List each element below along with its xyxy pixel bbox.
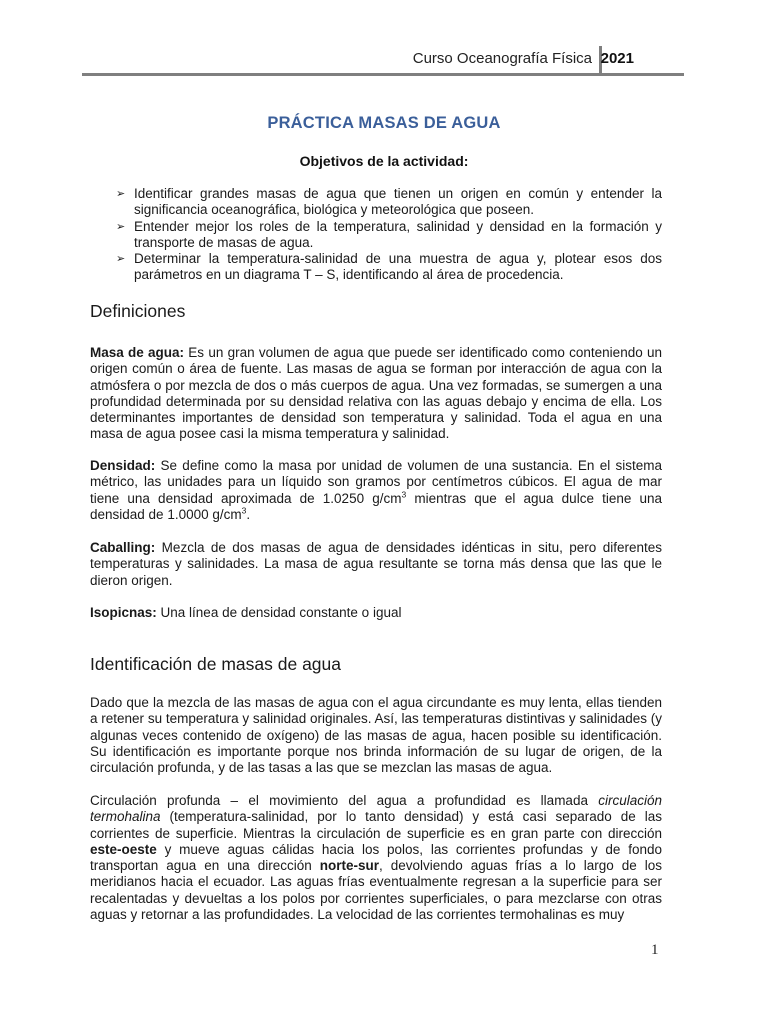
document-title: PRÁCTICA MASAS DE AGUA — [267, 114, 501, 132]
identification-heading: Identificación de masas de agua — [90, 654, 341, 674]
paragraph-text: Circulación profunda – el movimiento del agua a profundidad es llamada — [90, 793, 599, 808]
course-year: 2021 — [600, 50, 634, 67]
definition-term: Densidad: — [90, 458, 156, 473]
definition-term: Caballing: — [90, 540, 156, 555]
page-number: 1 — [651, 942, 659, 958]
superscript: 3 — [241, 505, 247, 516]
definition-term: Masa de agua: — [90, 345, 185, 360]
objective-item — [116, 251, 662, 284]
objective-text: Identificar grandes masas de agua que tienen un origen en común y entender la significancia oceanográfica, biológica y meteorológica que poseen. — [134, 186, 662, 218]
arrow-bullet-icon: ➢ — [116, 220, 126, 233]
bold-term: este-oeste — [90, 841, 157, 857]
definition-isopicnas — [90, 605, 662, 621]
definition-text: Es un gran volumen de agua que puede ser identificado como conteniendo un origen común o área de fuente. Las masas de agua se forman por interacción de agua con la atmósfera o por mezcla de dos o más cuerpos de agua. Una vez formadas, se sumergen a una profundidad determinada por su densidad relativa con las aguas debajo y encima de ella. Los determinantes importantes de densidad son temperatura y salinidad. Toda el agua en una masa de agua posee casi la misma temperatura y salinidad. — [90, 345, 662, 442]
definition-caballing — [90, 540, 662, 589]
definition-text: mientras que el agua dulce tiene una densidad de 1.0000 g/cm — [90, 490, 663, 522]
objective-item — [116, 186, 662, 219]
objective-item — [116, 219, 662, 252]
paragraph-text: y mueve aguas cálidas hacia los polos, las corrientes profundas y de fondo transportan agua en una dirección — [90, 841, 662, 874]
definitions-heading: Definiciones — [90, 301, 186, 321]
arrow-bullet-icon: ➢ — [116, 253, 126, 266]
definition-text: Una línea de densidad constante o igual — [156, 605, 402, 620]
definition-masa-de-agua — [90, 345, 662, 443]
objectives-heading: Objetivos de la actividad: — [299, 153, 469, 169]
definition-text: Mezcla de dos masas de agua de densidades idénticas in situ, pero diferentes temperaturas y salinidades. La masa de agua resultante se torna más densa que las que le dieron origen. — [90, 540, 662, 588]
objective-text: Entender mejor los roles de la temperatura, salinidad y densidad en la formación y transporte de masas de agua. — [134, 218, 662, 250]
paragraph-text: , devolviendo aguas frías a lo largo de los meridianos hacia el ecuador. Las aguas frías eventualmente regresan a la superficie para ser recalentadas y devueltas a los polos por corrientes superficiales, o para mezclarse con otras aguas y retornar a las profundidades. La velocidad de las corrientes termohalinas es muy — [90, 858, 662, 923]
definition-term: Isopicnas: — [90, 605, 157, 620]
course-name: Curso Oceanografía Física — [412, 50, 592, 67]
definition-densidad — [90, 458, 662, 523]
identification-paragraph-2 — [90, 793, 662, 923]
definition-text: Se define como la masa por unidad de volumen de una sustancia. En el sistema métrico, las unidades para un líquido son gramos por centímetros cúbicos. El agua de mar tiene una densidad aproximada de 1.0250 g/cm — [90, 458, 662, 506]
arrow-bullet-icon: ➢ — [116, 188, 126, 200]
bold-term: norte-sur — [319, 858, 380, 874]
definition-text: . — [246, 506, 251, 522]
paragraph-text: (temperatura-salinidad, por lo tanto densidad) y está casi separado de las corrientes de superficie. Mientras la circulación de superficie es en gran parte con dirección — [90, 809, 662, 841]
objectives-list — [116, 186, 662, 284]
objective-text: Determinar la temperatura-salinidad de una muestra de agua y, plotear esos dos parámetros en un diagrama T – S, identificando al área de procedencia. — [134, 251, 662, 283]
superscript: 3 — [401, 489, 407, 500]
italic-term: circulación termohalina — [90, 793, 662, 825]
page-header — [82, 46, 684, 76]
identification-paragraph-1: Dado que la mezcla de las masas de agua con el agua circundante es muy lenta, ellas tienden a retener su temperatura y salinidad originales. Así, las temperaturas distintivas y salinidades (y algunas veces contenido de oxígeno) de las masas de agua, hacen posible su identificación. Su identificación es importante porque nos brinda información de su lugar de origen, de la circulación profunda, y de las tasas a las que se mezclan las masas de agua. — [90, 695, 662, 776]
